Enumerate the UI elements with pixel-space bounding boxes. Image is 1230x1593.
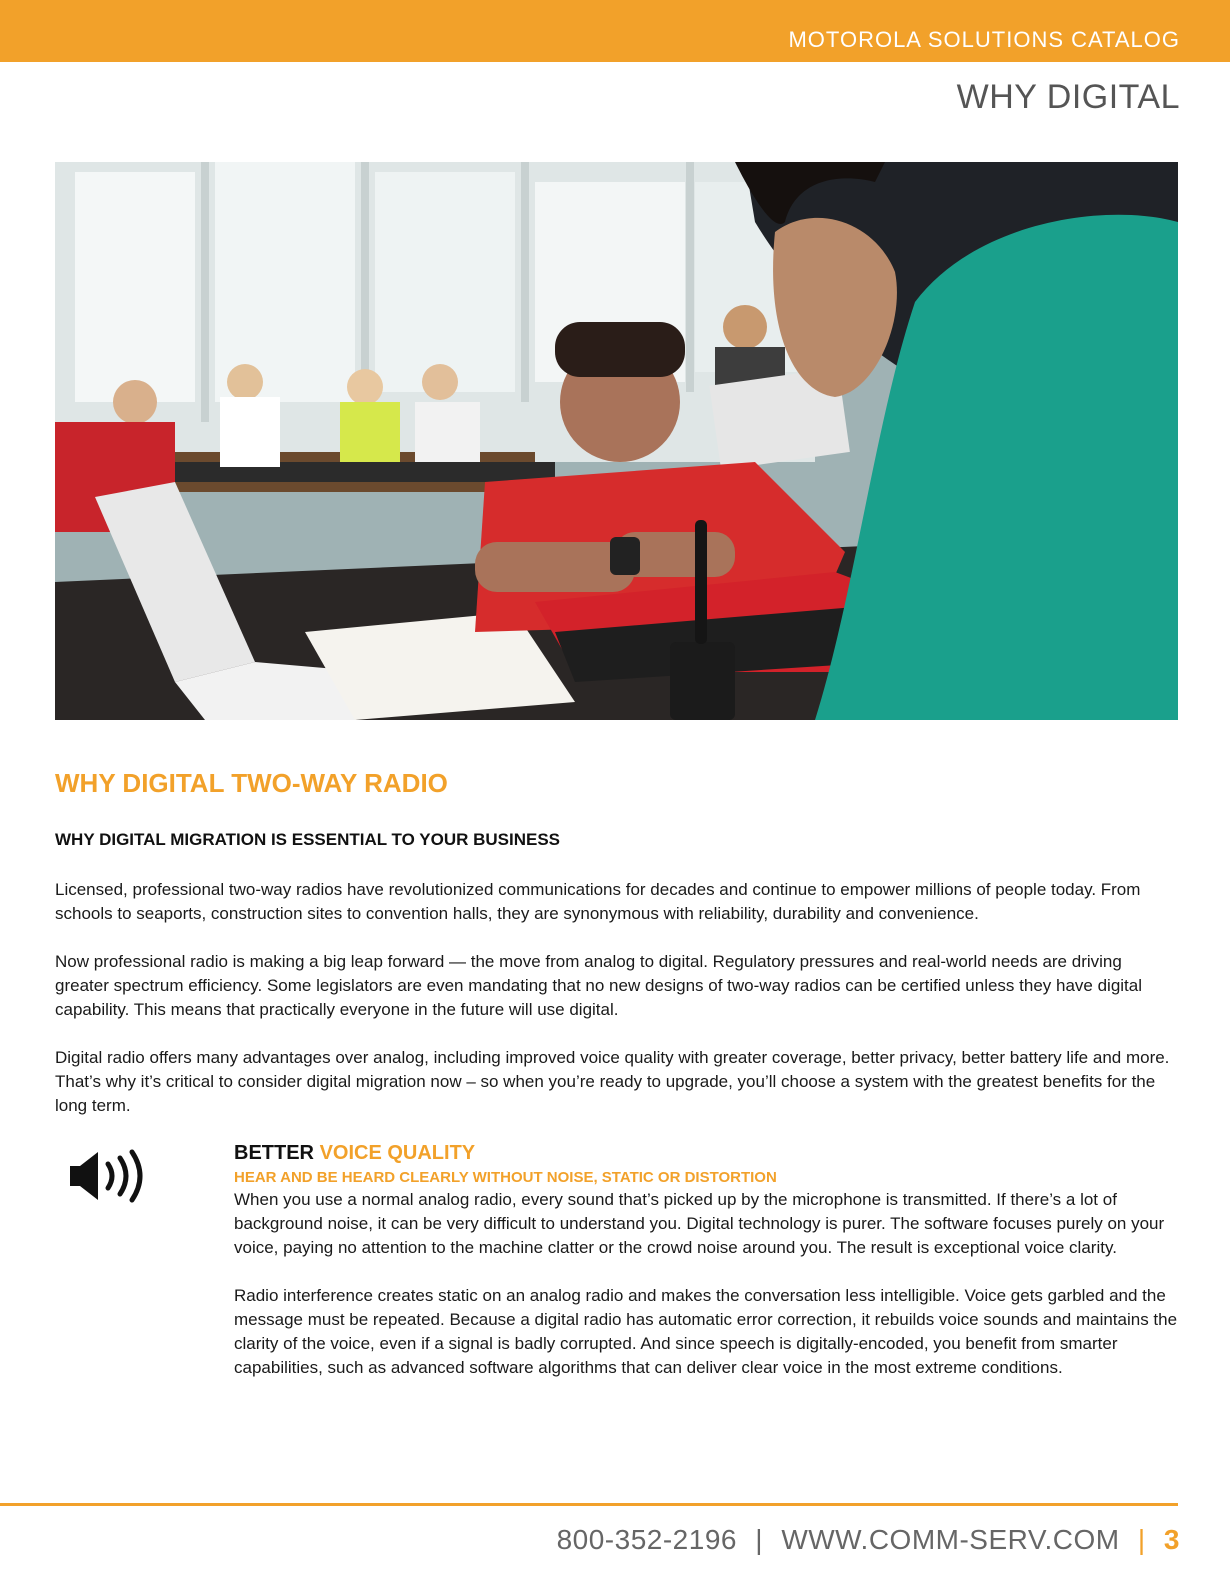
classroom-photo-illustration <box>55 162 1178 720</box>
feature-title <box>234 1142 1184 1165</box>
paragraph: Licensed, professional two-way radios have revolutionized communications for decades and continue to empower millions of people today. From schools to seaports, construction sites to convention halls, they are synonymous with reliability, durability and convenience. <box>55 880 1141 923</box>
header-bar <box>0 0 1230 62</box>
feature-body: Radio interference creates static on an analog radio and makes the conversation less intelligible. Voice gets garbled and the message must be repeated. Because a digital radio has automatic error correction, it rebuilds voice sounds and maintains the clarity of the voice, even if a signal is badly corrupted. And since speech is digitally-encoded, you benefit from smarter capabilities, such as advanced software algorithms that can deliver clear voice in the most extreme conditions. <box>234 1286 1178 1377</box>
catalog-title: MOTOROLA SOLUTIONS CATALOG <box>788 27 1180 52</box>
paragraph: Digital radio offers many advantages over analog, including improved voice quality with greater coverage, better privacy, better battery life and more. That’s why it’s critical to consider digital migration now – so when you’re ready to upgrade, you’ll choose a system with the greatest benefits for the long term. <box>55 1048 1170 1115</box>
subheading: WHY DIGITAL MIGRATION IS ESSENTIAL TO YOUR BUSINESS <box>55 830 561 849</box>
page-heading: WHY DIGITAL TWO-WAY RADIO <box>55 768 448 798</box>
section-title: WHY DIGITAL <box>956 78 1180 116</box>
footer <box>557 1524 1180 1556</box>
feature-body: When you use a normal analog radio, every sound that’s picked up by the microphone is transmitted. If there’s a lot of background noise, it can be very difficult to understand you. Digital technology is purer. The software focuses purely on your voice, paying no attention to the machine clatter or the crowd noise around you. The result is exceptional voice clarity. <box>234 1190 1165 1257</box>
paragraph: Now professional radio is making a big leap forward — the move from analog to digital. Regulatory pressures and real-world needs are driving greater spectrum efficiency. Some legislators are even mandating that no new designs of two-way radios can be certified unless they have digital capability. This means that practically everyone in the future will use digital. <box>55 952 1143 1019</box>
feature-subtitle: HEAR AND BE HEARD CLEARLY WITHOUT NOISE, STATIC OR DISTORTION <box>234 1169 777 1186</box>
separator: | <box>755 1524 764 1555</box>
footer-rule <box>0 1503 1178 1506</box>
page-number: 3 <box>1163 1524 1180 1555</box>
separator: | <box>1137 1524 1146 1555</box>
feature-title-accent: VOICE QUALITY <box>319 1142 476 1164</box>
hero-photo <box>55 162 1178 720</box>
feature-voice-quality <box>234 1142 1184 1380</box>
website-link[interactable]: WWW.COMM-SERV.COM <box>781 1524 1120 1555</box>
phone-number: 800-352-2196 <box>556 1524 737 1555</box>
feature-title-plain: BETTER <box>234 1142 314 1164</box>
speaker-icon <box>68 1148 148 1206</box>
